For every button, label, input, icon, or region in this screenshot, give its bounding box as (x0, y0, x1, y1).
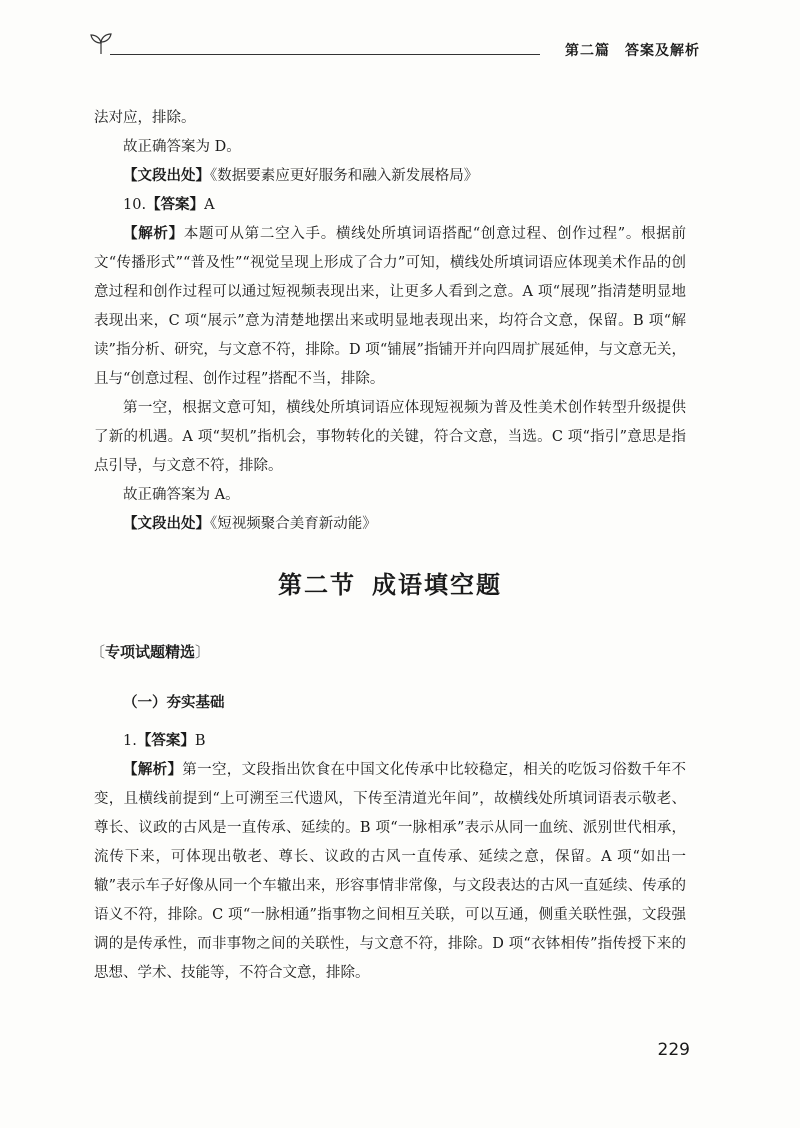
answer-paragraph: 1.【答案】B (123, 733, 206, 749)
running-header (88, 26, 700, 66)
answer-label: 【答案】 (136, 733, 195, 749)
analysis-paragraph: 【解析】第一空，文段指出饮食在中国文化传承中比较稳定，相关的吃饭习俗数千年不变，且横线前提到“上可溯至三代遗风，下传至清道光年间”，故横线处所填词语表示敬老、尊长、议政的古风是一直传承、延续的。B 项“一脉相承”表示从同一血统、派别世代相承，流传下来，可体现出敬老、尊长、议政的古风一直传承、延续之意，保留。A 项“如出一辙”表示车子好像从同一个车辙出来，形容事情非常像，与文段表达的古风一直延续、传承的语义不符，排除。C 项“一脉相通”指事物之间相互关联，可以互通，侧重关联性强，文段强调的是传承性，而非事物之间的关联性，与文意不符，排除。D 项“衣钵相传”指传授下来的思想、学术、技能等，不符合文意，排除。 (94, 762, 686, 981)
header-title: 第二篇 答案及解析 (565, 43, 700, 59)
analysis-label: 【解析】 (123, 226, 184, 242)
paragraph: 第一空，根据文意可知，横线处所填词语应体现短视频为普及性美术创作转型升级提供了新的机遇。A 项“契机”指机会，事物转化的关键，符合文意，当选。C 项“指引”意思是指点引导，与文意不符，排除。 (94, 400, 686, 474)
question-number: 1. (123, 733, 137, 749)
source-paragraph: 【文段出处】《数据要素应更好服务和融入新发展格局》 (123, 168, 479, 184)
source-paragraph: 【文段出处】《短视频聚合美育新动能》 (123, 516, 377, 532)
answer-paragraph: 10.【答案】A (123, 197, 215, 213)
paragraph: 故正确答案为 D。 (123, 139, 241, 155)
analysis-label: 【解析】 (123, 762, 183, 778)
sub-heading: （一）夯实基础 (123, 695, 225, 711)
header-rule (110, 54, 540, 55)
page-number: 229 (657, 1040, 690, 1060)
paragraph: 故正确答案为 A。 (123, 487, 240, 503)
question-number: 10. (123, 197, 147, 213)
bracket-heading: 〔专项试题精选〕 (90, 643, 211, 661)
section-title: 第二节 成语填空题 (278, 571, 502, 599)
source-label: 【文段出处】 (123, 168, 210, 184)
analysis-paragraph: 【解析】本题可从第二空入手。横线处所填词语搭配“创意过程、创作过程”。根据前文“传播形式”“普及性”“视觉呈现上形成了合力”可知，横线处所填词语应体现美术作品的创意过程和创作过程可以通过短视频表现出来，让更多人看到之意。A 项“展现”指清楚明显地表现出来，C 项“展示”意为清楚地摆出来或明显地表现出来，均符合文意，保留。B 项“解读”指分析、研究，与文意不符，排除。D 项“铺展”指铺开并向四周扩展延伸，与文意无关，且与“创意过程、创作过程”搭配不当，排除。 (94, 226, 687, 387)
sprout-icon (88, 30, 114, 56)
source-label: 【文段出处】 (123, 516, 210, 532)
page-body (90, 104, 687, 988)
paragraph: 法对应，排除。 (94, 110, 196, 126)
answer-label: 【答案】 (146, 197, 205, 213)
